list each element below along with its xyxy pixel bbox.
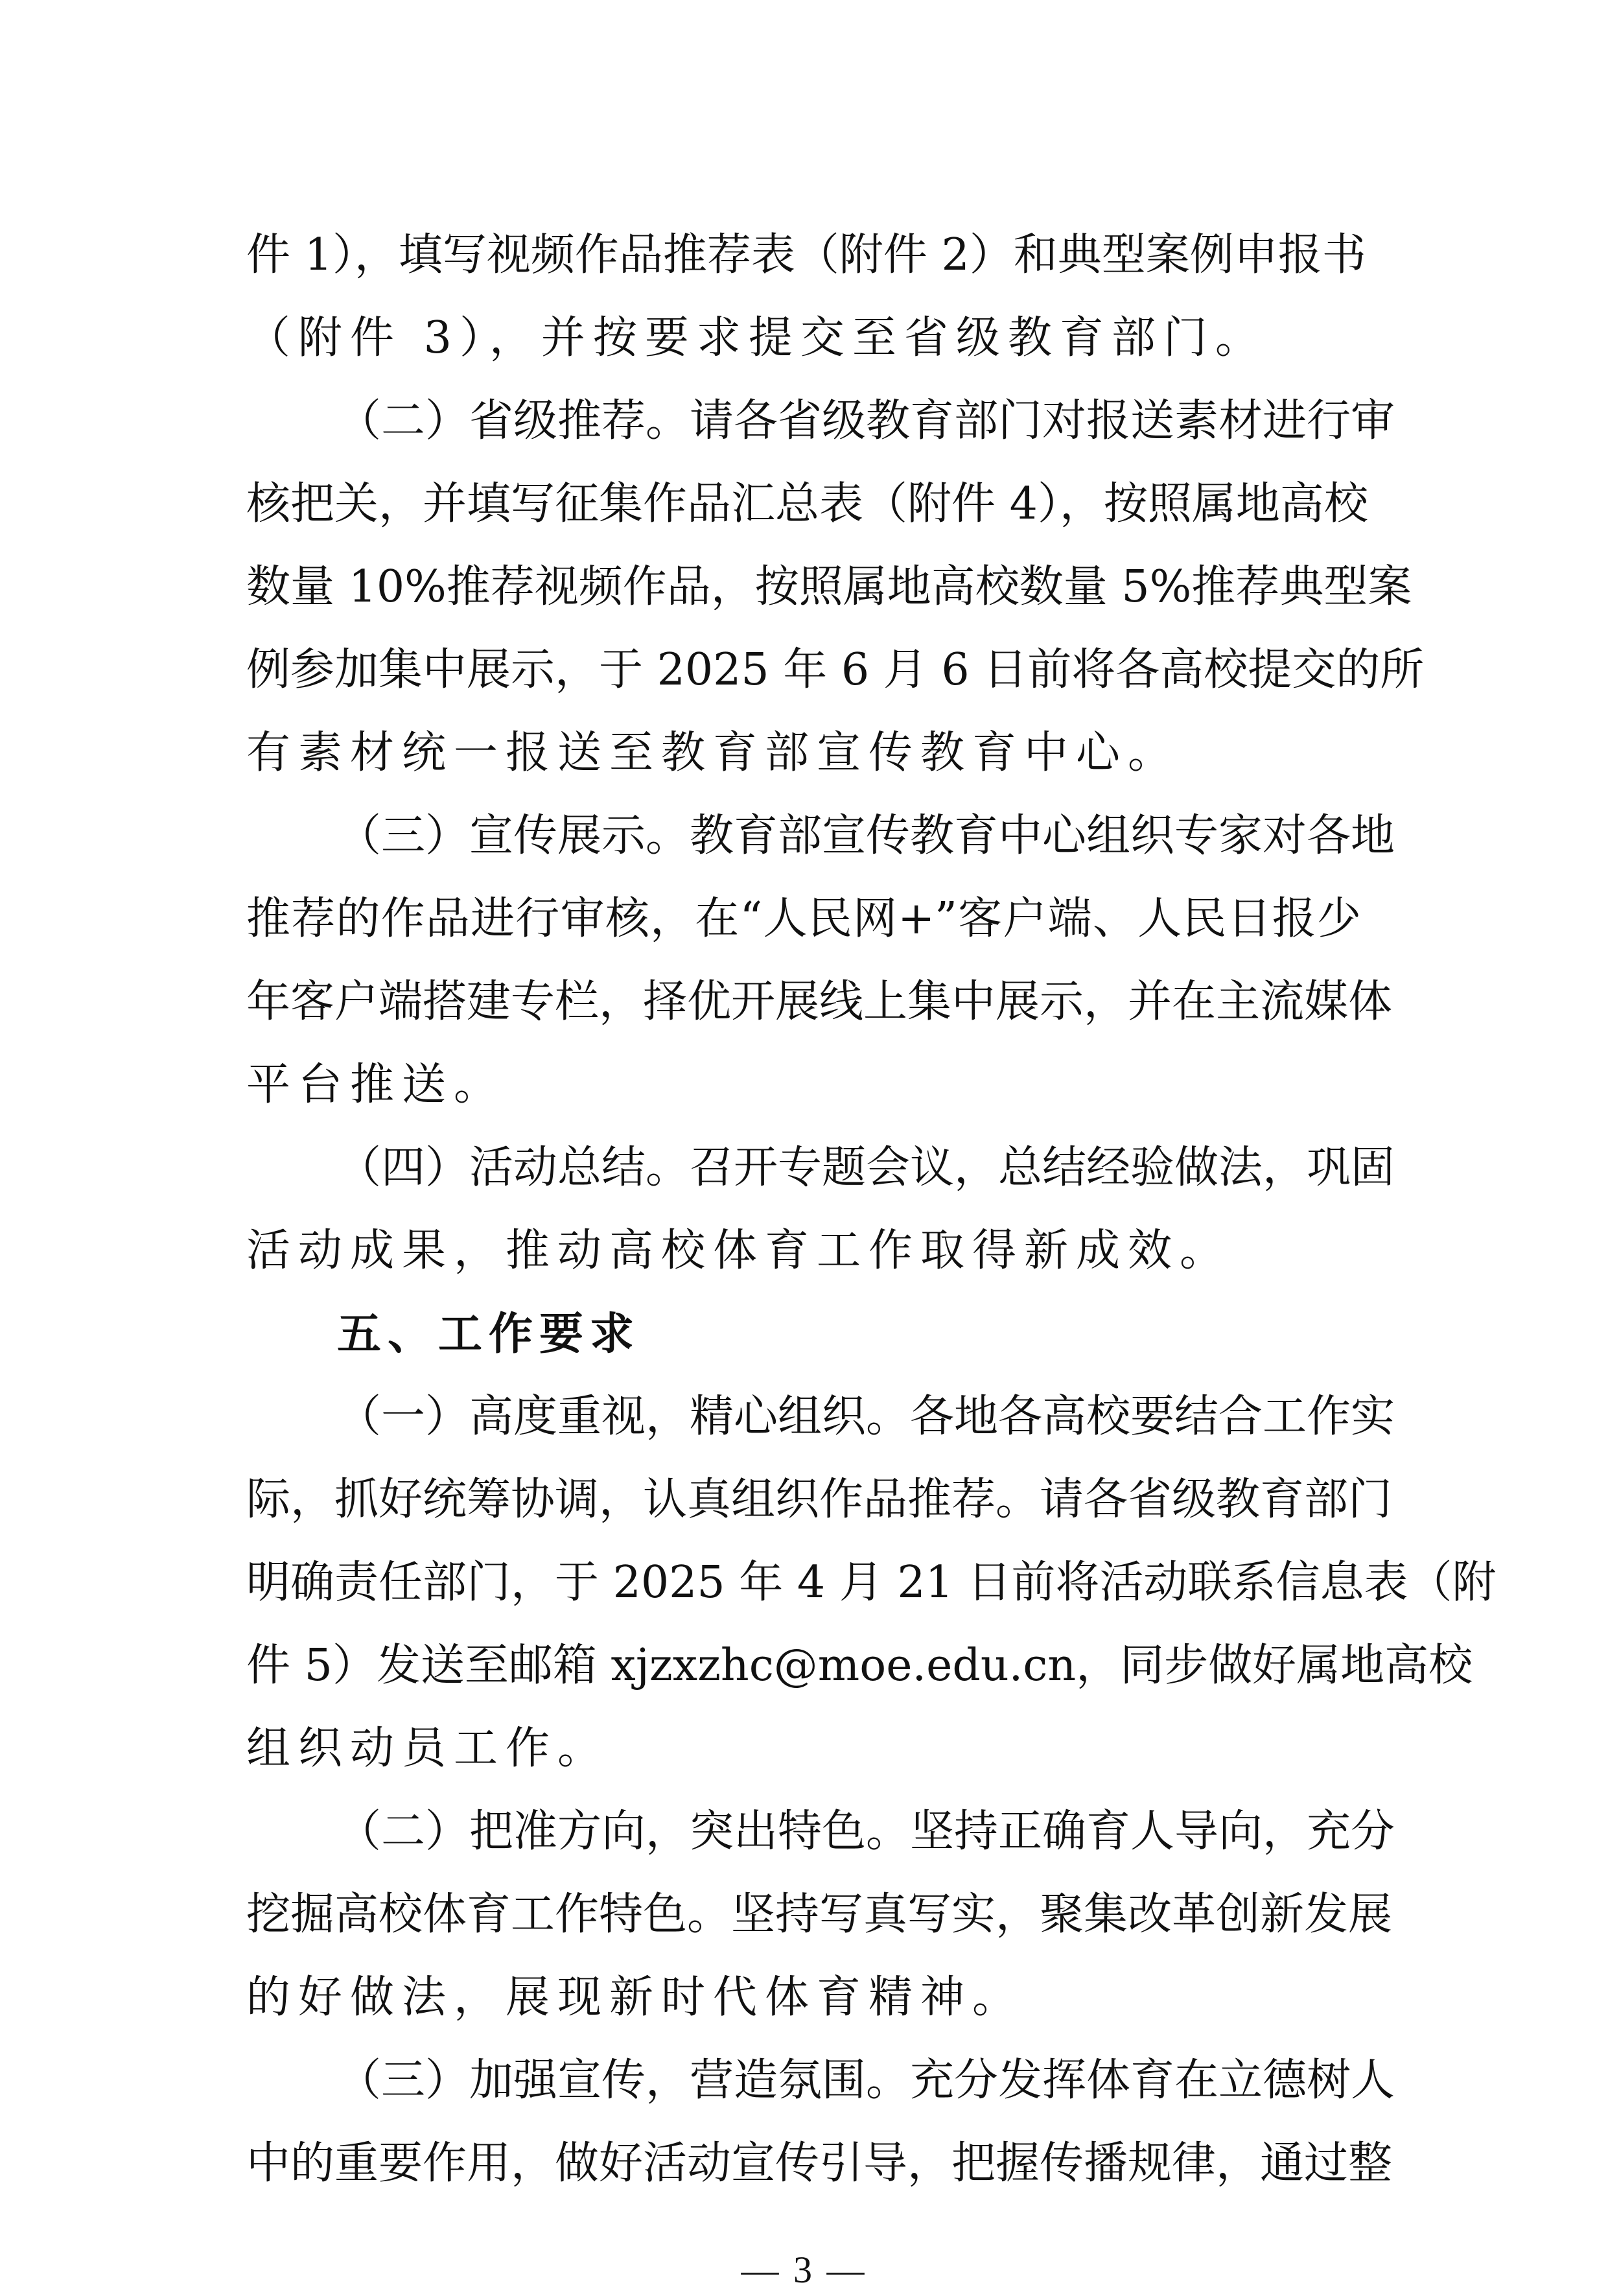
paragraph-line: 推荐的作品进行审核，在“人民网+”客户端、人民日报少 (246, 893, 1361, 944)
paragraph-line: 平台推送。 (246, 1059, 506, 1110)
section-heading: 五、工作要求 (337, 1308, 641, 1360)
paragraph-line: 挖掘高校体育工作特色。坚持写真写实，聚集改革创新发展 (246, 1889, 1393, 1940)
paragraph-line: 际，抓好统筹协调，认真组织作品推荐。请各省级教育部门 (246, 1474, 1393, 1525)
paragraph-line: 例参加集中展示，于 2025 年 6 月 6 日前将各高校提交的所 (246, 644, 1425, 696)
paragraph-line: （三）宣传展示。教育部宣传教育中心组织专家对各地 (337, 810, 1395, 861)
paragraph-line: 件 5）发送至邮箱 xjzxzhc@moe.edu.cn，同步做好属地高校 (246, 1640, 1473, 1691)
paragraph-line: （四）活动总结。召开专题会议，总结经验做法，巩固 (337, 1142, 1395, 1193)
paragraph-line: （一）高度重视，精心组织。各地各高校要结合工作实 (337, 1391, 1395, 1442)
paragraph-line: （三）加强宣传，营造氛围。充分发挥体育在立德树人 (337, 2055, 1395, 2106)
paragraph-line: 数量 10%推荐视频作品，按照属地高校数量 5%推荐典型案 (246, 561, 1412, 613)
paragraph-line: 明确责任部门，于 2025 年 4 月 21 日前将活动联系信息表（附 (246, 1557, 1497, 1608)
paragraph-line: 件 1），填写视频作品推荐表（附件 2）和典型案例申报书 (246, 229, 1366, 281)
paragraph-line: （二）把准方向，突出特色。坚持正确育人导向，充分 (337, 1806, 1395, 1857)
paragraph-line: 活动成果，推动高校体育工作取得新成效。 (246, 1225, 1232, 1276)
paragraph-line: 核把关，并填写征集作品汇总表（附件 4），按照属地高校 (246, 478, 1368, 530)
paragraph-line: （二）省级推荐。请各省级教育部门对报送素材进行审 (337, 395, 1395, 447)
paragraph-line: 组织动员工作。 (246, 1723, 610, 1774)
paragraph-line: 中的重要作用，做好活动宣传引导，把握传播规律，通过整 (246, 2138, 1393, 2189)
paragraph-line: 有素材统一报送至教育部宣传教育中心。 (246, 727, 1180, 779)
paragraph-line: （附件 3），并按要求提交至省级教育部门。 (246, 312, 1267, 364)
paragraph-line: 的好做法，展现新时代体育精神。 (246, 1972, 1025, 2023)
paragraph-line: 年客户端搭建专栏，择优开展线上集中展示，并在主流媒体 (246, 976, 1393, 1027)
page-number: — 3 — (741, 2249, 867, 2291)
